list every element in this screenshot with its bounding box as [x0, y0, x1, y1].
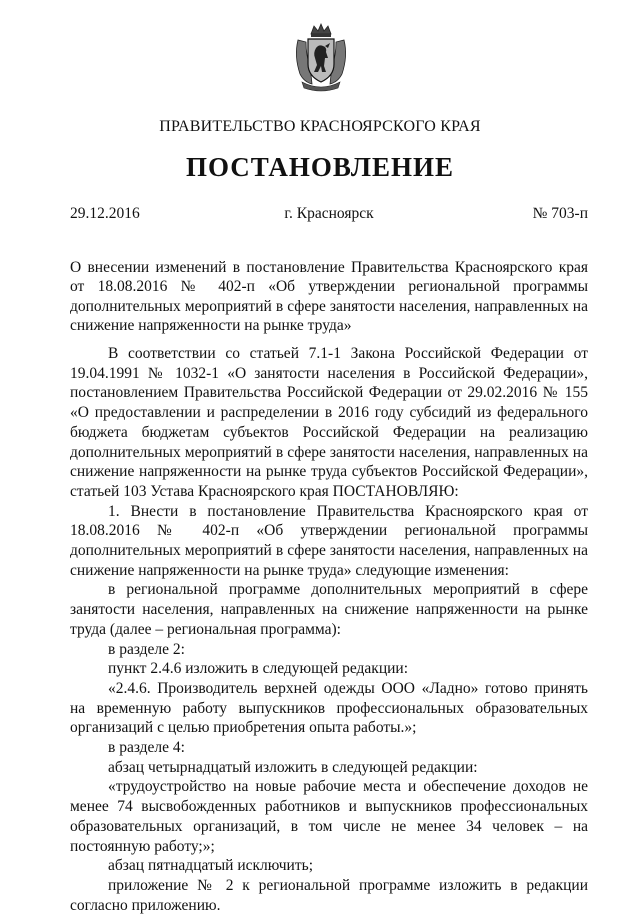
- body-paragraph: 1. Внести в постановление Правительства Красноярского края от 18.08.2016 № 402-п «Об утверждении региональной программы дополнительных мероприятий в сфере занятости населения, направленных на снижение напряженности на рынке труда» следующие изменения:: [70, 502, 588, 579]
- body-paragraph: «2.4.6. Производитель верхней одежды ООО «Ладно» готово принять на временную работу выпускников профессиональных образовательных организаций с целью приобретения опыта работы.»;: [70, 679, 588, 737]
- coat-of-arms-icon: [292, 22, 350, 92]
- document-type-title: ПОСТАНОВЛЕНИЕ: [185, 152, 455, 182]
- body-paragraph: в региональной программе дополнительных мероприятий в сфере занятости населения, направленных на снижение напряженности на рынке труда (далее – региональная программа):: [70, 581, 588, 638]
- body-paragraph: в разделе 2:: [108, 640, 185, 658]
- body-paragraph: «трудоустройство на новые рабочие места и обеспечение доходов не менее 74 высвобожденных работников и выпускников профессиональных образовательных организаций, в том числе не менее 34 человек – на постоянную работу;»;: [70, 778, 588, 855]
- government-title: ПРАВИТЕЛЬСТВО КРАСНОЯРСКОГО КРАЯ: [159, 118, 481, 135]
- body-paragraph: пункт 2.4.6 изложить в следующей редакции:: [108, 660, 409, 678]
- document-subject: О внесении изменений в постановление Правительства Красноярского края от 18.08.2016 № 402-п «Об утверждении региональной программы дополнительных мероприятий в сфере занятости населения, направленных на снижение напряженности на рынке труда»: [70, 259, 588, 334]
- body-paragraph: В соответствии со статьей 7.1-1 Закона Российской Федерации от 19.04.1991 № 1032-1 «О занятости населения в Российской Федерации», постановлением Правительства Российской Федерации от 29.02.2016 № 155 «О предоставлении и распределении в 2016 году субсидий из федерального бюджета бюджетам субъектов Российской Федерации на реализацию дополнительных мероприятий в сфере занятости населения, направленных на снижение напряженности на рынке труда субъектов Российской Федерации», статьей 103 Устава Красноярского края ПОСТАНОВЛЯЮ:: [70, 345, 588, 500]
- document-meta-row: [70, 205, 588, 225]
- body-paragraph: в разделе 4:: [108, 739, 185, 757]
- document-number: № 703-п: [532, 205, 588, 222]
- document-body: [70, 344, 588, 915]
- document-date: 29.12.2016: [70, 205, 140, 222]
- body-paragraph: абзац четырнадцатый изложить в следующей редакции:: [108, 758, 478, 776]
- body-paragraph: абзац пятнадцатый исключить;: [108, 857, 313, 875]
- body-paragraph: приложение № 2 к региональной программе изложить в редакции согласно приложению.: [70, 876, 588, 914]
- document-city: г. Красноярск: [284, 205, 374, 222]
